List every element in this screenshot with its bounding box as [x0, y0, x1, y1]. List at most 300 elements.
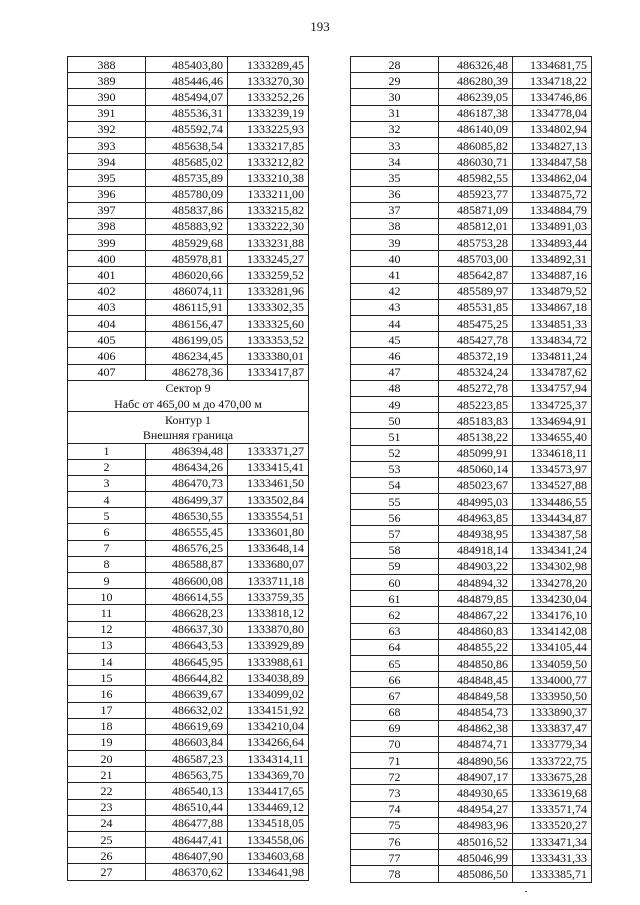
- table-row: [351, 639, 592, 655]
- coordinate-y: 1333252,26: [228, 89, 309, 105]
- point-number: 388: [68, 57, 146, 73]
- coordinate-y: 1334718,22: [513, 73, 592, 89]
- coordinate-y: 1333325,60: [228, 316, 309, 332]
- point-number: 47: [351, 364, 439, 380]
- coordinate-y: 1333648,14: [228, 540, 309, 556]
- coordinate-y: 1334230,04: [513, 591, 592, 607]
- coordinate-y: 1333818,12: [228, 605, 309, 621]
- coordinate-y: 1334302,98: [513, 558, 592, 574]
- coordinate-y: 1334486,55: [513, 494, 592, 510]
- coordinate-y: 1334681,75: [513, 57, 592, 73]
- point-number: 55: [351, 494, 439, 510]
- coordinate-y: 1334641,98: [228, 864, 309, 880]
- point-number: 390: [68, 89, 146, 105]
- coordinate-x: 486637,30: [146, 621, 228, 637]
- point-number: 69: [351, 720, 439, 736]
- coordinate-x: 485046,99: [439, 850, 513, 866]
- coordinate-x: 486156,47: [146, 316, 228, 332]
- coordinate-x: 486628,23: [146, 605, 228, 621]
- coordinate-y: 1334884,79: [513, 202, 592, 218]
- coordinate-x: 486020,66: [146, 267, 228, 283]
- point-number: 17: [68, 702, 146, 718]
- coordinate-y: 1334105,44: [513, 639, 592, 655]
- coordinate-x: 484848,45: [439, 672, 513, 688]
- coordinate-y: 1334851,33: [513, 316, 592, 332]
- table-row: [351, 299, 592, 315]
- point-number: 45: [351, 332, 439, 348]
- table-row: [351, 380, 592, 396]
- coordinate-x: 486407,90: [146, 848, 228, 864]
- coordinate-y: 1333680,07: [228, 556, 309, 572]
- left-table-body-bottom: [68, 443, 309, 880]
- point-number: 15: [68, 670, 146, 686]
- table-row: [68, 443, 309, 459]
- table-row: [351, 801, 592, 817]
- table-row: [68, 283, 309, 299]
- coordinate-y: 1334369,70: [228, 767, 309, 783]
- coordinate-x: 485223,85: [439, 396, 513, 412]
- coordinate-y: 1333215,82: [228, 202, 309, 218]
- coordinate-y: 1334887,16: [513, 267, 592, 283]
- point-number: 7: [68, 540, 146, 556]
- point-number: 4: [68, 492, 146, 508]
- coordinate-y: 1333711,18: [228, 573, 309, 589]
- coordinate-x: 485923,77: [439, 186, 513, 202]
- point-number: 63: [351, 623, 439, 639]
- point-number: 21: [68, 767, 146, 783]
- point-number: 25: [68, 832, 146, 848]
- coordinate-x: 485753,28: [439, 235, 513, 251]
- point-number: 26: [68, 848, 146, 864]
- coordinate-y: 1334694,91: [513, 413, 592, 429]
- coordinate-x: 484879,85: [439, 591, 513, 607]
- coordinate-x: 486187,38: [439, 105, 513, 121]
- point-number: 61: [351, 591, 439, 607]
- coordinate-y: 1334151,92: [228, 702, 309, 718]
- table-row: [351, 817, 592, 833]
- point-number: 64: [351, 639, 439, 655]
- table-row: [68, 170, 309, 186]
- point-number: 59: [351, 558, 439, 574]
- coordinate-x: 486370,62: [146, 864, 228, 880]
- table-row: [68, 299, 309, 315]
- sector-header: [68, 380, 309, 443]
- sector-depth-range: Набс от 465,00 м до 470,00 м: [68, 396, 309, 412]
- point-number: 73: [351, 785, 439, 801]
- coordinate-y: 1334778,04: [513, 105, 592, 121]
- point-number: 23: [68, 799, 146, 815]
- coordinate-y: 1333385,71: [513, 866, 592, 882]
- coordinate-x: 484854,73: [439, 704, 513, 720]
- coordinate-x: 485883,92: [146, 218, 228, 234]
- table-row: [68, 637, 309, 653]
- coordinate-x: 485446,46: [146, 73, 228, 89]
- point-number: 401: [68, 267, 146, 283]
- point-number: 406: [68, 348, 146, 364]
- point-number: 22: [68, 783, 146, 799]
- coordinate-x: 485735,89: [146, 170, 228, 186]
- coordinate-x: 486447,41: [146, 832, 228, 848]
- point-number: 400: [68, 251, 146, 267]
- coordinate-y: 1334891,03: [513, 218, 592, 234]
- coordinate-x: 486639,67: [146, 686, 228, 702]
- coordinate-y: 1333281,96: [228, 283, 309, 299]
- table-row: [68, 540, 309, 556]
- point-number: 10: [68, 589, 146, 605]
- coordinate-x: 485494,07: [146, 89, 228, 105]
- coordinates-table-right: [350, 56, 592, 883]
- coordinate-x: 485982,55: [439, 170, 513, 186]
- point-number: 43: [351, 299, 439, 315]
- table-row: [351, 267, 592, 283]
- table-row: [68, 589, 309, 605]
- point-number: 76: [351, 834, 439, 850]
- table-row: [351, 364, 592, 380]
- table-row: [68, 154, 309, 170]
- coordinate-x: 485780,09: [146, 186, 228, 202]
- coordinate-y: 1333380,01: [228, 348, 309, 364]
- coordinate-y: 1334000,77: [513, 672, 592, 688]
- coordinate-y: 1333601,80: [228, 524, 309, 540]
- coordinate-x: 486510,44: [146, 799, 228, 815]
- point-number: 24: [68, 815, 146, 831]
- coordinate-x: 485642,87: [439, 267, 513, 283]
- table-row: [68, 799, 309, 815]
- coordinate-x: 485016,52: [439, 834, 513, 850]
- table-row: [351, 154, 592, 170]
- table-row: [351, 672, 592, 688]
- coordinate-y: 1333289,45: [228, 57, 309, 73]
- coordinate-x: 485183,83: [439, 413, 513, 429]
- coordinate-y: 1333245,27: [228, 251, 309, 267]
- coordinate-y: 1334527,88: [513, 477, 592, 493]
- table-row: [351, 235, 592, 251]
- coordinate-x: 486477,88: [146, 815, 228, 831]
- coordinate-x: 486278,36: [146, 364, 228, 380]
- coordinate-y: 1334341,24: [513, 542, 592, 558]
- coordinate-x: 486115,91: [146, 299, 228, 315]
- point-number: 54: [351, 477, 439, 493]
- table-row: [68, 605, 309, 621]
- table-row: [68, 751, 309, 767]
- coordinate-x: 486643,53: [146, 637, 228, 653]
- coordinate-x: 485138,22: [439, 429, 513, 445]
- point-number: 403: [68, 299, 146, 315]
- coordinate-y: 1334417,65: [228, 783, 309, 799]
- coordinate-x: 485592,74: [146, 121, 228, 137]
- point-number: 70: [351, 736, 439, 752]
- table-row: [68, 621, 309, 637]
- point-number: 35: [351, 170, 439, 186]
- coordinate-x: 485403,80: [146, 57, 228, 73]
- coordinate-x: 486085,82: [439, 137, 513, 153]
- left-table-body-top: [68, 57, 309, 381]
- coordinate-y: 1333675,28: [513, 769, 592, 785]
- point-number: 394: [68, 154, 146, 170]
- coordinate-y: 1334038,89: [228, 670, 309, 686]
- table-row: [351, 186, 592, 202]
- table-row: [68, 202, 309, 218]
- coordinate-x: 485812,01: [439, 218, 513, 234]
- point-number: 6: [68, 524, 146, 540]
- coordinate-y: 1333554,51: [228, 508, 309, 524]
- table-row: [351, 607, 592, 623]
- table-row: [68, 767, 309, 783]
- coordinate-y: 1333210,38: [228, 170, 309, 186]
- point-number: 14: [68, 653, 146, 669]
- coordinate-x: 485638,54: [146, 137, 228, 153]
- point-number: 18: [68, 718, 146, 734]
- point-number: 30: [351, 89, 439, 105]
- coordinate-x: 486619,69: [146, 718, 228, 734]
- coordinate-x: 486614,55: [146, 589, 228, 605]
- table-row: [68, 186, 309, 202]
- point-number: 5: [68, 508, 146, 524]
- table-row: [351, 736, 592, 752]
- coordinate-x: 486632,02: [146, 702, 228, 718]
- point-number: 37: [351, 202, 439, 218]
- sector-title-row: [68, 380, 309, 396]
- table-row: [351, 73, 592, 89]
- table-row: [68, 653, 309, 669]
- table-row: [351, 720, 592, 736]
- point-number: 46: [351, 348, 439, 364]
- scan-mark: [525, 891, 527, 892]
- point-number: 33: [351, 137, 439, 153]
- table-row: [351, 396, 592, 412]
- point-number: 12: [68, 621, 146, 637]
- coordinate-x: 484930,65: [439, 785, 513, 801]
- coordinate-y: 1333837,47: [513, 720, 592, 736]
- table-row: [68, 348, 309, 364]
- table-row: [68, 864, 309, 880]
- coordinate-y: 1333222,30: [228, 218, 309, 234]
- point-number: 29: [351, 73, 439, 89]
- coordinate-y: 1334879,52: [513, 283, 592, 299]
- coordinate-y: 1334847,58: [513, 154, 592, 170]
- coordinate-x: 486563,75: [146, 767, 228, 783]
- coordinate-y: 1333302,35: [228, 299, 309, 315]
- coordinate-x: 485536,31: [146, 105, 228, 121]
- table-row: [351, 105, 592, 121]
- point-number: 62: [351, 607, 439, 623]
- point-number: 57: [351, 526, 439, 542]
- coordinate-x: 484874,71: [439, 736, 513, 752]
- coordinate-y: 1333225,93: [228, 121, 309, 137]
- right-table-body: [351, 57, 592, 883]
- coordinate-y: 1334655,40: [513, 429, 592, 445]
- coordinate-y: 1333415,41: [228, 459, 309, 475]
- coordinate-x: 486326,48: [439, 57, 513, 73]
- coordinate-x: 486199,05: [146, 332, 228, 348]
- coordinate-y: 1334176,10: [513, 607, 592, 623]
- table-row: [351, 202, 592, 218]
- coordinate-y: 1333619,68: [513, 785, 592, 801]
- coordinate-y: 1333988,61: [228, 653, 309, 669]
- point-number: 42: [351, 283, 439, 299]
- point-number: 68: [351, 704, 439, 720]
- coordinate-y: 1333722,75: [513, 753, 592, 769]
- table-row: [351, 137, 592, 153]
- point-number: 41: [351, 267, 439, 283]
- coordinate-y: 1334811,24: [513, 348, 592, 364]
- point-number: 2: [68, 459, 146, 475]
- table-row: [351, 429, 592, 445]
- table-row: [68, 524, 309, 540]
- table-row: [351, 591, 592, 607]
- point-number: 16: [68, 686, 146, 702]
- coordinate-y: 1333520,27: [513, 817, 592, 833]
- coordinate-x: 486540,13: [146, 783, 228, 799]
- coordinate-y: 1334142,08: [513, 623, 592, 639]
- coordinate-y: 1334469,12: [228, 799, 309, 815]
- coordinates-table-left: [67, 56, 309, 881]
- point-number: 20: [68, 751, 146, 767]
- table-row: [68, 848, 309, 864]
- table-row: [68, 251, 309, 267]
- table-row: [68, 573, 309, 589]
- coordinate-y: 1334099,02: [228, 686, 309, 702]
- point-number: 9: [68, 573, 146, 589]
- table-row: [351, 753, 592, 769]
- contour-title: Контур 1: [68, 412, 309, 428]
- table-row: [351, 170, 592, 186]
- point-number: 1: [68, 443, 146, 459]
- point-number: 389: [68, 73, 146, 89]
- coordinate-y: 1334558,06: [228, 832, 309, 848]
- coordinate-y: 1334862,04: [513, 170, 592, 186]
- point-number: 405: [68, 332, 146, 348]
- table-row: [351, 494, 592, 510]
- table-row: [351, 218, 592, 234]
- coordinate-y: 1334827,13: [513, 137, 592, 153]
- table-row: [68, 332, 309, 348]
- coordinate-x: 485929,68: [146, 235, 228, 251]
- table-row: [68, 734, 309, 750]
- point-number: 77: [351, 850, 439, 866]
- coordinate-y: 1334834,72: [513, 332, 592, 348]
- table-row: [351, 413, 592, 429]
- contour-title-row: [68, 412, 309, 428]
- table-row: [68, 475, 309, 491]
- coordinate-x: 486588,87: [146, 556, 228, 572]
- coordinate-x: 485837,86: [146, 202, 228, 218]
- coordinate-x: 484907,17: [439, 769, 513, 785]
- coordinate-y: 1334875,72: [513, 186, 592, 202]
- coordinate-y: 1333431,33: [513, 850, 592, 866]
- coordinate-x: 485475,25: [439, 316, 513, 332]
- coordinate-x: 484963,85: [439, 510, 513, 526]
- table-row: [68, 670, 309, 686]
- coordinate-y: 1333890,37: [513, 704, 592, 720]
- point-number: 51: [351, 429, 439, 445]
- point-number: 65: [351, 655, 439, 671]
- coordinate-x: 485324,24: [439, 364, 513, 380]
- coordinate-y: 1334757,94: [513, 380, 592, 396]
- coordinate-x: 486600,08: [146, 573, 228, 589]
- point-number: 44: [351, 316, 439, 332]
- coordinate-y: 1334892,31: [513, 251, 592, 267]
- coordinate-x: 485427,78: [439, 332, 513, 348]
- sector-title: Сектор 9: [68, 380, 309, 396]
- coordinate-x: 485978,81: [146, 251, 228, 267]
- table-row: [351, 623, 592, 639]
- coordinate-x: 484850,86: [439, 655, 513, 671]
- table-row: [351, 655, 592, 671]
- coordinate-x: 486555,45: [146, 524, 228, 540]
- point-number: 48: [351, 380, 439, 396]
- table-row: [351, 89, 592, 105]
- coordinate-x: 484918,14: [439, 542, 513, 558]
- point-number: 49: [351, 396, 439, 412]
- table-row: [351, 251, 592, 267]
- table-row: [68, 459, 309, 475]
- coordinate-y: 1333950,50: [513, 688, 592, 704]
- coordinate-x: 485060,14: [439, 461, 513, 477]
- coordinate-x: 484890,56: [439, 753, 513, 769]
- point-number: 75: [351, 817, 439, 833]
- table-row: [351, 316, 592, 332]
- coordinate-y: 1333502,84: [228, 492, 309, 508]
- table-row: [351, 332, 592, 348]
- table-row: [351, 558, 592, 574]
- coordinate-x: 484954,27: [439, 801, 513, 817]
- table-row: [68, 783, 309, 799]
- point-number: 66: [351, 672, 439, 688]
- table-row: [68, 702, 309, 718]
- coordinate-y: 1333270,30: [228, 73, 309, 89]
- coordinate-x: 486530,55: [146, 508, 228, 524]
- boundary-title: Внешняя граница: [68, 427, 309, 443]
- table-row: [351, 477, 592, 493]
- coordinate-y: 1334893,44: [513, 235, 592, 251]
- point-number: 72: [351, 769, 439, 785]
- sector-depth-row: [68, 396, 309, 412]
- coordinate-y: 1333779,34: [513, 736, 592, 752]
- table-row: [68, 137, 309, 153]
- point-number: 50: [351, 413, 439, 429]
- coordinate-x: 486603,84: [146, 734, 228, 750]
- coordinate-y: 1333353,52: [228, 332, 309, 348]
- coordinate-y: 1333929,89: [228, 637, 309, 653]
- point-number: 396: [68, 186, 146, 202]
- coordinate-y: 1333212,82: [228, 154, 309, 170]
- table-row: [68, 686, 309, 702]
- point-number: 56: [351, 510, 439, 526]
- table-row: [68, 121, 309, 137]
- coordinate-x: 486645,95: [146, 653, 228, 669]
- table-row: [68, 73, 309, 89]
- table-row: [68, 218, 309, 234]
- point-number: 397: [68, 202, 146, 218]
- point-number: 78: [351, 866, 439, 882]
- point-number: 32: [351, 121, 439, 137]
- coordinate-y: 1333259,52: [228, 267, 309, 283]
- coordinate-x: 485372,19: [439, 348, 513, 364]
- point-number: 393: [68, 137, 146, 153]
- point-number: 407: [68, 364, 146, 380]
- point-number: 3: [68, 475, 146, 491]
- table-row: [351, 121, 592, 137]
- coordinate-y: 1333759,35: [228, 589, 309, 605]
- point-number: 404: [68, 316, 146, 332]
- table-row: [68, 832, 309, 848]
- coordinate-x: 484894,32: [439, 575, 513, 591]
- table-row: [351, 461, 592, 477]
- coordinate-y: 1333371,27: [228, 443, 309, 459]
- coordinate-x: 485871,09: [439, 202, 513, 218]
- table-row: [351, 850, 592, 866]
